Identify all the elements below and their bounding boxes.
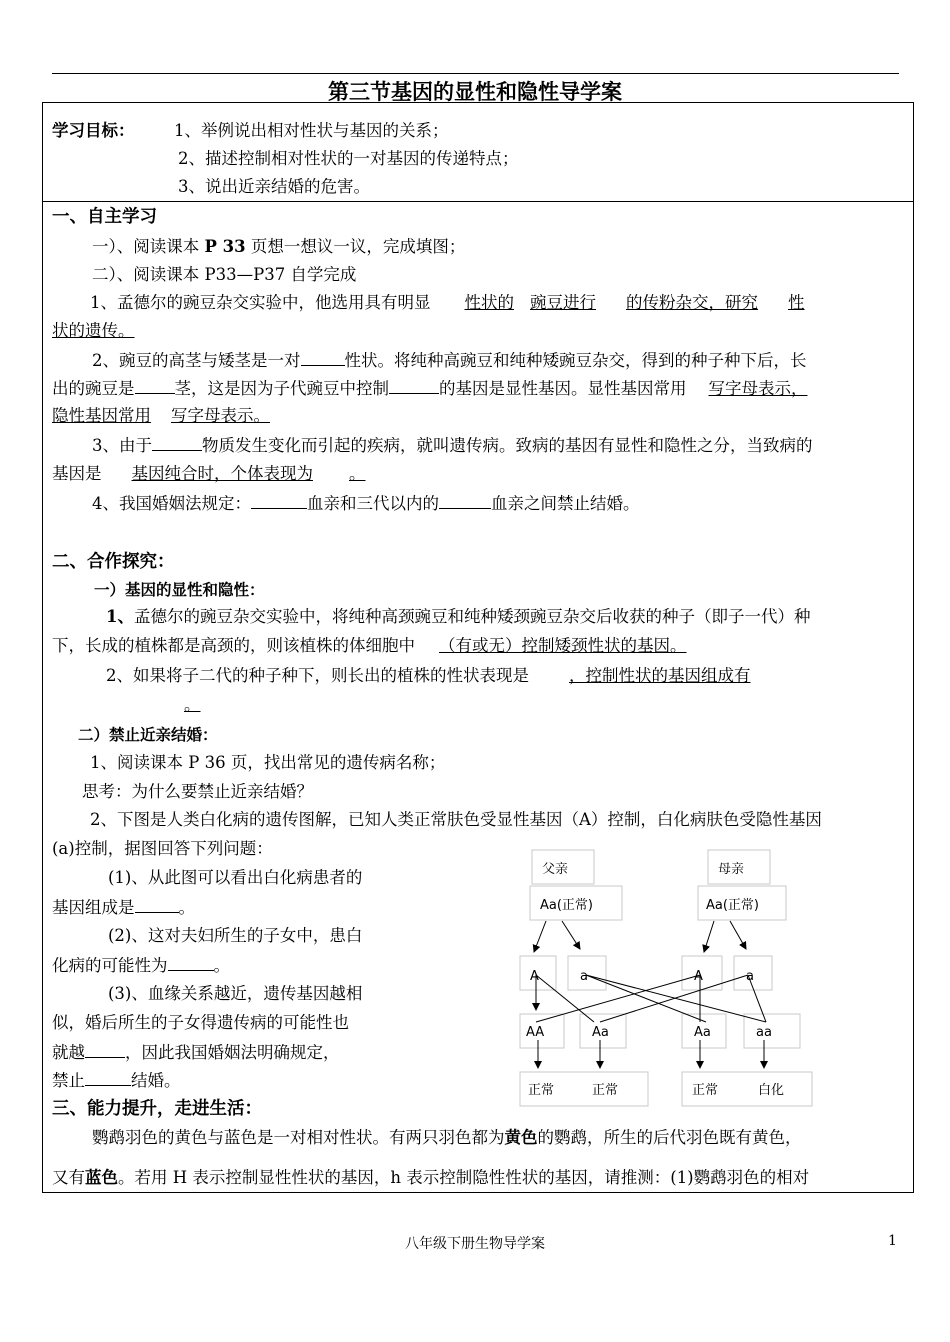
gamete-label: A [694,969,703,984]
text: 的鹦鹉，所生的后代羽色既有黄色， [537,1128,802,1147]
goal-item: 3、说出近亲结婚的危害。 [178,177,370,196]
goals-label: 学习目标： [52,121,135,140]
text: 性状。将纯种高豌豆和纯种矮豌豆杂交，得到的种子种下后，长 [344,351,807,370]
sub-q1: (1)、从此图可以看出白化病患者的 [108,868,363,887]
answer-blank[interactable] [135,896,179,913]
top-rule [52,73,899,74]
think-prompt: 思考：为什么要禁止近亲结婚？ [82,782,313,801]
section-heading-ability: 三、能力提升，走进生活： [52,1099,262,1119]
footer-title: 八年级下册生物导学案 [405,1236,545,1252]
text: 茎，这是因为子代豌豆中控制 [174,379,389,398]
answer-blank[interactable] [251,492,307,509]
page-title: 第三节基因的显性和隐性导学案 [328,80,622,104]
explore-q1-cont [52,635,687,657]
answer-blank[interactable] [168,954,214,971]
text: 的基因是显性基因。显性基因常用 [439,379,687,398]
gamete-label: A [530,969,539,984]
page-number: 1 [888,1233,897,1249]
sub-q3: (3)、血缘关系越近，遗传基因越相 [108,984,363,1003]
text: 就越 [52,1043,85,1062]
text: 1、孟德尔的豌豆杂交实验中，他选用具有明显 [90,293,431,312]
answer-blank[interactable] [389,377,439,394]
underlined-text: 的传粉杂交，研究 [626,293,758,312]
text: 又有 [52,1168,85,1187]
sub-q3-cont: 似，婚后所生的子女得遗传病的可能性也 [52,1013,349,1032]
question-4 [92,492,640,515]
text: 4、我国婚姻法规定： [92,494,251,513]
text: 基因是 [52,464,102,483]
phenotype-label: 正常 [692,1083,719,1098]
s1-instruction-2: 二）、阅读课本 P33—P37 自学完成 [92,265,357,284]
underlined-text: 豌豆进行 [530,293,596,312]
text: 血亲之间禁止结婚。 [491,494,640,513]
marriage-q2-cont: (a)控制，据图回答下列问题： [52,839,273,858]
text: 物质发生变化而引起的疾病，就叫遗传病。致病的基因有显性和隐性之分，当致病的 [202,436,813,455]
offspring-genotype: Aa [694,1025,711,1040]
underlined-text: 性状的 [464,293,514,312]
underlined-text: （有或无）控制矮颈性状的基因。 [439,636,687,655]
emphasis-text: 黄色 [504,1128,538,1147]
answer-blank[interactable] [301,349,345,366]
explore-q1 [106,606,810,628]
goal-item: 2、描述控制相对性状的一对基因的传递特点； [178,149,519,168]
sub-q2-cont [52,954,230,977]
question-3-cont [52,463,378,485]
phenotype-label: 正常 [592,1083,619,1098]
answer-blank[interactable] [152,434,202,451]
sub-q3-cont2 [52,1041,340,1064]
marriage-q2: 2、下图是人类白化病的遗传图解，已知人类正常肤色受显性基因（A）控制，白化病肤色受隐性基因 [90,810,822,829]
text: 2、豌豆的高茎与矮茎是一对 [92,351,301,370]
explore-q2 [106,665,751,687]
text: ，因此我国婚姻法明确规定， [125,1043,340,1062]
text: 。若用 H 表示控制显性性状的基因，h 表示控制隐性性状的基因，请推测：(1)鹦鹉羽色的相对 [118,1168,810,1187]
offspring-genotype: aa [756,1025,772,1040]
underlined-text: 。 [184,695,201,714]
text: 。 [178,898,195,917]
text: 页想一想议一议，完成填图； [250,237,466,256]
question-1-cont: 状的遗传。 [52,321,135,340]
gamete-label: a [746,969,754,984]
text: 孟德尔的豌豆杂交实验中，将纯种高颈豌豆和纯种矮颈豌豆杂交后收获的种子（即子一代）种 [133,607,811,626]
text: 1、 [106,607,134,626]
text: 出的豌豆是 [52,379,135,398]
section-heading-self-study: 一、自主学习 [52,207,157,227]
text: 3、由于 [92,436,152,455]
sub-q1-cont [52,896,195,919]
text: 禁止 [52,1071,85,1090]
answer-blank[interactable] [85,1069,131,1086]
section-heading-cooperative: 二、合作探究： [52,552,175,572]
father-label: 父亲 [542,862,569,877]
gamete-label: a [580,969,588,984]
subheading-dominance: 一）基因的显性和隐性： [94,581,265,599]
text: 血亲和三代以内的 [307,494,439,513]
goal-item: 1、举例说出相对性状与基因的关系； [174,121,449,140]
phenotype-label: 白化 [758,1083,785,1098]
underlined-text: 性 [788,293,805,312]
text: 2、如果将子二代的种子种下，则长出的植株的性状表现是 [106,666,529,685]
underlined-text: ，控制性状的基因组成有 [569,666,751,685]
underlined-text: 基因纯合时，个体表现为 [131,464,313,483]
offspring-genotype: Aa [592,1025,609,1040]
answer-blank[interactable] [135,377,175,394]
offspring-genotype: AA [526,1025,545,1040]
text: 写字母表示。 [171,406,270,425]
albinism-inheritance-diagram [510,845,820,1110]
marriage-q1: 1、阅读课本 P 36 页，找出常见的遗传病名称； [90,753,446,772]
goals-divider [42,201,914,202]
mother-label: 母亲 [718,862,745,877]
sub-q3-cont3 [52,1069,181,1092]
parrot-question-cont [52,1167,809,1189]
emphasis-text: 蓝色 [85,1168,118,1187]
text: 化病的可能性为 [52,956,168,975]
father-genotype: Aa(正常) [540,898,594,913]
s1-instruction-1 [92,236,465,258]
text: 。 [213,956,230,975]
text: 下，长成的植株都是高颈的，则该植株的体细胞中 [52,636,415,655]
phenotype-label: 正常 [528,1083,555,1098]
question-1 [90,292,805,314]
page-ref: P 33 [204,237,246,256]
text: 结婚。 [131,1071,181,1090]
underlined-text: 。 [349,464,366,483]
answer-blank[interactable] [85,1041,125,1058]
question-2-cont [52,377,808,400]
parrot-question [92,1127,802,1149]
answer-blank[interactable] [439,492,491,509]
question-2 [92,349,807,372]
text: 一）、阅读课本 [92,237,200,256]
subheading-marriage: 二）禁止近亲结婚： [78,726,218,744]
sub-q2: (2)、这对夫妇所生的子女中，患白 [108,926,363,945]
question-2-cont2 [52,405,270,427]
text: 基因组成是 [52,898,135,917]
underlined-text: 写字母表示， [708,379,808,398]
text: 鹦鹉羽色的黄色与蓝色是一对相对性状。有两只羽色都为 [92,1128,505,1147]
explore-q2-cont [118,694,213,716]
text: 隐性基因常用 [52,406,151,425]
mother-genotype: Aa(正常) [706,898,760,913]
question-3 [92,434,813,457]
